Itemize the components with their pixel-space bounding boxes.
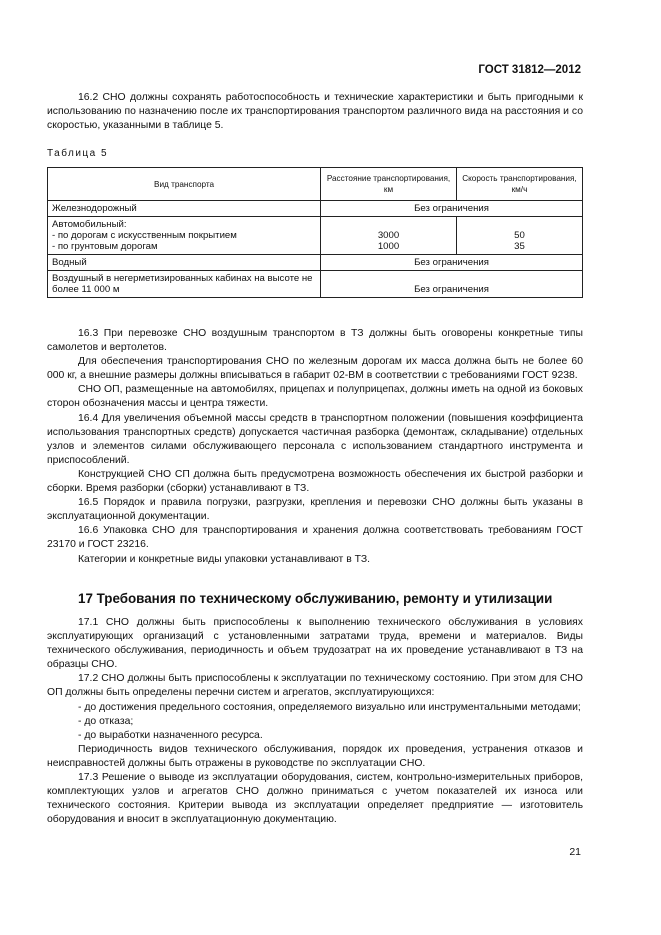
table-row [48, 271, 583, 298]
para-rail-mass: Для обеспечения транспортирования СНО по железным дорогам их масса должна быть не более 60 000 кг, а внешние размеры должны вписываться в габарит 02-ВМ в соответствии с требованиями ГОСТ 9238. [47, 356, 583, 382]
para-17-2: 17.2 СНО должны быть приспособлены к эксплуатации по техническому состоянию. При этом для СНО ОП должны быть определены перечни систем и агрегатов, эксплуатирующихся: [47, 673, 583, 699]
para-16-4: 16.4 Для увеличения объемной массы средств в транспортном положении (повышения коэффициента использования транспортных средств) допускается частичная разборка (демонтаж, складывание) отдельных узлов и элементов силами обслуживающего персонала с использованием стандартного инструмента и приспособлений. [47, 412, 583, 466]
row-auto-speed [456, 217, 582, 255]
row-auto-sub1: - по дорогам с искусственным покрытием [52, 230, 237, 241]
header-transport-kind: Вид транспорта [48, 168, 321, 201]
doc-header: ГОСТ 31812—2012 [478, 64, 581, 76]
row-auto-speed2: 35 [514, 241, 525, 252]
para-16-6: 16.6 Упаковка СНО для транспортирования и хранения должна соответствовать требованиям ГОСТ 23170 и ГОСТ 23216. [47, 525, 583, 551]
row-water-value: Без ограничения [321, 255, 583, 271]
para-17-3: 17.3 Решение о выводе из эксплуатации оборудования, систем, контрольно-измерительных приборов, комплектующих узлов и агрегатов СНО должно приниматься с учетом показателей их износа или технического состояния. Критерии вывода из эксплуатации определяет предприятие — изготовитель оборудования и вносит в эксплуатационную документацию. [47, 772, 583, 826]
row-auto-dist1: 3000 [377, 230, 400, 241]
row-auto-speed1: 50 [514, 230, 525, 241]
list-item: - до выработки назначенного ресурса. [78, 729, 263, 741]
para-sp-disassembly: Конструкцией СНО СП должна быть предусмотрена возможность обеспечения их быстрой разборки и сборки. Время разборки (сборки) устанавливают в ТЗ. [47, 468, 583, 495]
table-header-row [48, 168, 583, 201]
table-row [48, 217, 583, 255]
header-distance: Расстояние транспортирования, км [321, 168, 457, 201]
para-16-2: 16.2 СНО должны сохранять работоспособность и технические характеристики и быть пригодными к использованию по назначению после их транспортирования транспортом различного вида на расстояния и со скоростью, указанными в таблице 5. [47, 92, 583, 132]
row-auto-sub2: - по грунтовым дорогам [52, 241, 158, 252]
para-packaging-categories: Категории и конкретные виды упаковки устанавливают в ТЗ. [78, 553, 370, 565]
table-row [48, 255, 583, 271]
row-rail-kind: Железнодорожный [48, 201, 321, 217]
section-17-body [47, 616, 583, 827]
para-auto-marking: СНО ОП, размещенные на автомобилях, прицепах и полуприцепах, должны иметь на одной из боковых сторон обозначения массы и центра тяжести. [47, 384, 583, 410]
page-number: 21 [569, 846, 581, 858]
list-item: - до отказа; [78, 715, 134, 727]
table-label: Таблица 5 [47, 148, 109, 159]
para-17-1: 17.1 СНО должны быть приспособлены к выполнению технического обслуживания в условиях эксплуатирующих организаций с установленными затратами труда, времени и материалов. Виды технического обслуживания, периодичность и объем трудозатрат на их проведение устанавливают в ТЗ на образцы СНО. [47, 617, 583, 671]
row-auto-distance [321, 217, 457, 255]
row-auto-title: Автомобильный: [52, 219, 127, 230]
section-17-title: 17 Требования по техническому обслуживанию, ремонту и утилизации [78, 591, 553, 606]
para-16-3: 16.3 При перевозке СНО воздушным транспортом в ТЗ должны быть оговорены конкретные типы самолетов и вертолетов. [47, 328, 583, 354]
para-maintenance-periodicity: Периодичность видов технического обслуживания, порядок их проведения, устранения отказов и неисправностей должны быть отражены в руководстве по эксплуатации СНО. [47, 743, 583, 769]
list-item: - до достижения предельного состояния, определяемого визуально или инструментальными методами; [78, 701, 581, 713]
table-row [48, 201, 583, 217]
row-auto-kind [48, 217, 321, 255]
row-auto-dist2: 1000 [377, 241, 400, 252]
para-16-5: 16.5 Порядок и правила погрузки, разгрузки, крепления и перевозки СНО должны быть указаны в эксплуатационной документации. [47, 497, 583, 523]
transport-table [47, 167, 583, 298]
row-rail-value: Без ограничения [321, 201, 583, 217]
row-air-kind: Воздушный в негерметизированных кабинах на высоте не более 11 000 м [48, 271, 321, 298]
paras-16-3-to-16-6 [47, 327, 583, 567]
row-water-kind: Водный [48, 255, 321, 271]
header-speed: Скорость транспортирования, км/ч [456, 168, 582, 201]
row-air-value: Без ограничения [321, 271, 583, 298]
para-16-2-block [47, 91, 583, 133]
